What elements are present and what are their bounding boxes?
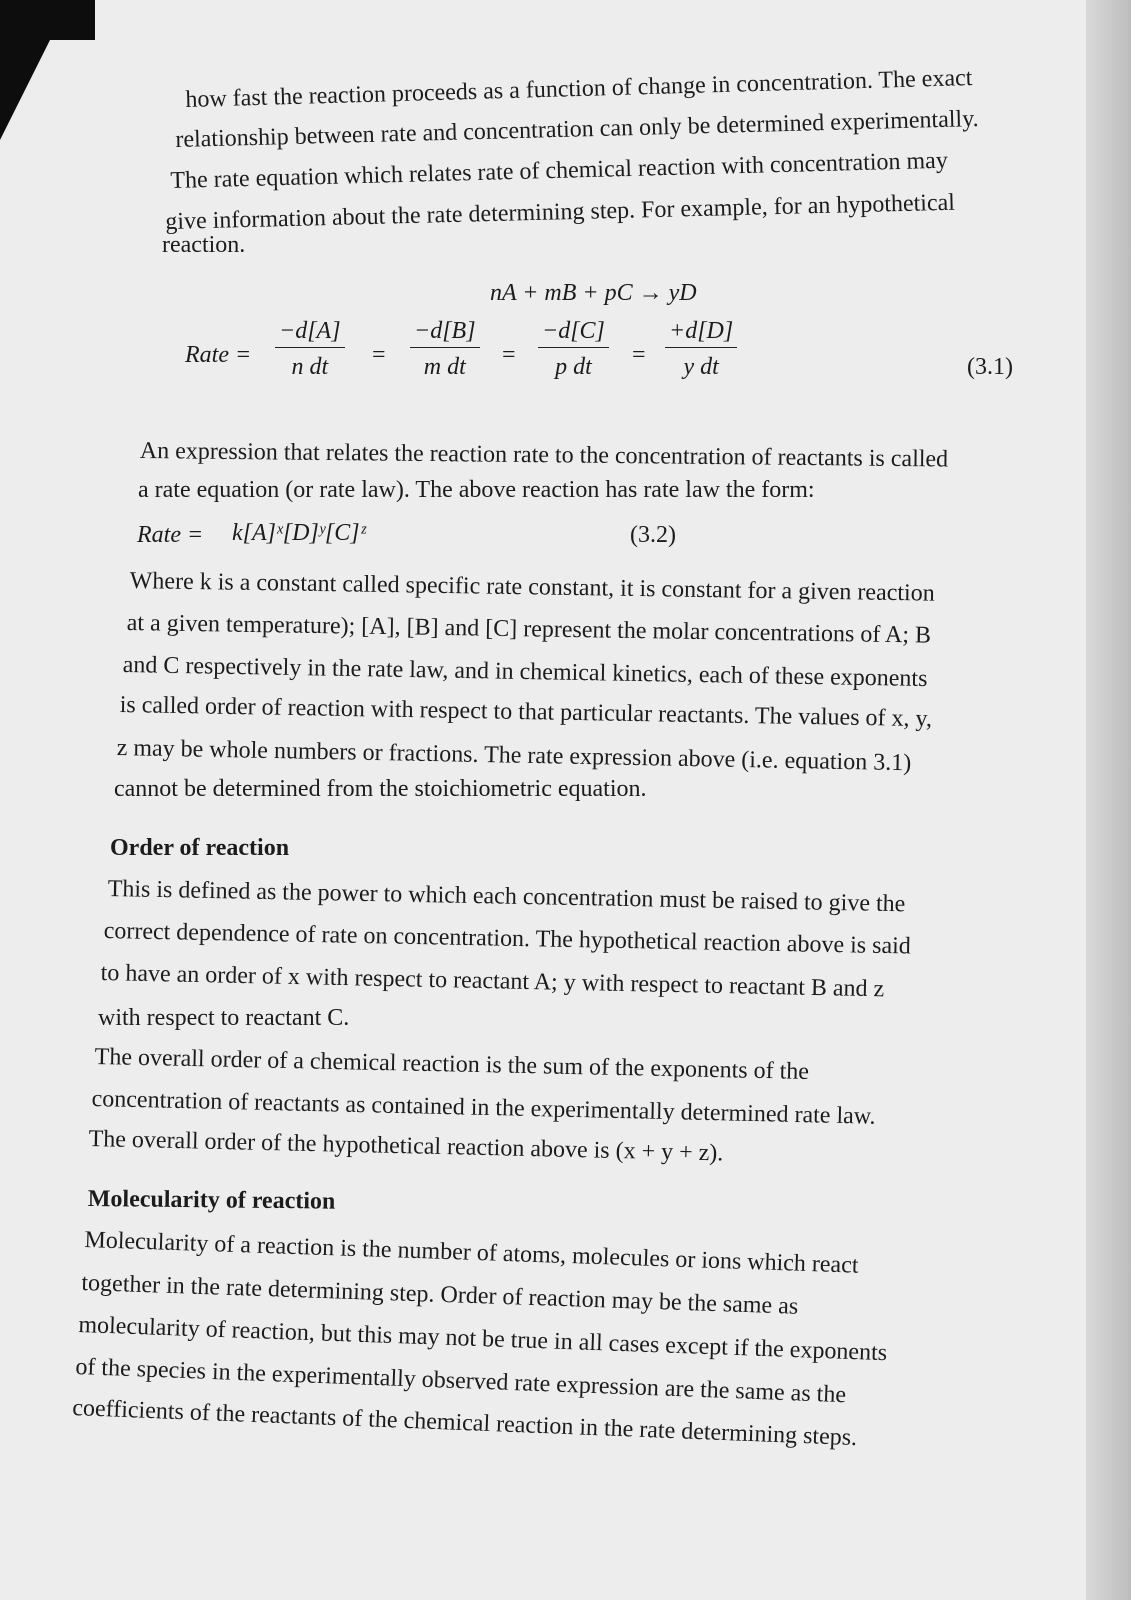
intro-line-5: reaction. [162, 232, 246, 258]
page-right-edge [1086, 0, 1131, 1600]
equation-number-3-1: (3.1) [967, 354, 1013, 380]
molecularity-line-5: coefficients of the reactants of the chemical reaction in the rate determining steps. [71, 1394, 858, 1452]
order-of-reaction-heading: Order of reaction [110, 835, 290, 861]
molecularity-heading: Molecularity of reaction [87, 1185, 336, 1215]
fraction-a [275, 318, 345, 381]
overall-order-line-1: The overall order of a chemical reaction is the sum of the exponents of the [94, 1043, 810, 1085]
reaction-equation: nA + mB + pC → yD [490, 280, 697, 306]
intro-line-2: relationship between rate and concentration can only be determined experimentally. [175, 105, 979, 153]
equals-sign-2: = [502, 342, 516, 368]
molecularity-line-4: of the species in the experimentally observed rate expression are the same as the [74, 1353, 847, 1409]
intro-line-3: The rate equation which relates rate of chemical reaction with concentration may [170, 147, 949, 194]
where-k-line-1: Where k is a constant called specific rate constant, it is constant for a given reaction [129, 567, 935, 607]
rate-law-line-1: An expression that relates the reaction rate to the concentration of reactants is called [139, 437, 949, 473]
molecularity-line-2: together in the rate determining step. Order of reaction may be the same as [81, 1269, 799, 1320]
overall-order-line-3: The overall order of the hypothetical reaction above is (x + y + z). [88, 1125, 724, 1167]
where-k-line-2: at a given temperature); [A], [B] and [C] represent the molar concentrations of A; B [126, 609, 932, 649]
fraction-c-denominator: p dt [555, 354, 592, 380]
molecularity-line-1: Molecularity of a reaction is the number of atoms, molecules or ions which react [84, 1226, 859, 1279]
rate-label: Rate = [185, 342, 252, 368]
fraction-c [538, 318, 609, 381]
fraction-a-numerator: −d[A] [275, 318, 345, 348]
fraction-b-denominator: m dt [423, 354, 466, 380]
rate-label-2: Rate = [137, 522, 204, 548]
fraction-a-denominator: n dt [291, 354, 329, 380]
equals-sign-3: = [632, 342, 646, 368]
equation-number-3-2: (3.2) [630, 522, 676, 548]
order-line-3: to have an order of x with respect to reactant A; y with respect to reactant B and z [100, 959, 885, 1003]
equals-sign-1: = [372, 342, 386, 368]
fraction-d [665, 318, 737, 381]
fraction-d-numerator: +d[D] [665, 318, 737, 348]
molecularity-line-3: molecularity of reaction, but this may not be true in all cases except if the exponents [78, 1311, 888, 1367]
overall-order-line-2: concentration of reactants as contained in the experimentally determined rate law. [91, 1085, 876, 1130]
fraction-b [410, 318, 480, 381]
order-line-1: This is defined as the power to which each concentration must be raised to give the [107, 875, 906, 918]
where-k-line-6: cannot be determined from the stoichiometric equation. [114, 776, 647, 802]
rate-law-expression: k[A]ˣ[D]ʸ[C]ᶻ [232, 520, 366, 546]
fraction-c-numerator: −d[C] [538, 318, 609, 348]
page-shadow-corner-top [0, 0, 95, 40]
intro-line-1: how fast the reaction proceeds as a function of change in concentration. The exact [185, 65, 973, 113]
fraction-b-numerator: −d[B] [410, 318, 480, 348]
rate-law-line-2: a rate equation (or rate law). The above reaction has rate law the form: [138, 477, 815, 503]
order-line-4: with respect to reactant C. [98, 1005, 350, 1031]
fraction-d-denominator: y dt [683, 354, 719, 380]
where-k-line-5: z may be whole numbers or fractions. The rate expression above (i.e. equation 3.1) [116, 734, 912, 777]
order-line-2: correct dependence of rate on concentration. The hypothetical reaction above is said [103, 917, 912, 960]
where-k-line-4: is called order of reaction with respect to that particular reactants. The values of x, y, [119, 691, 933, 733]
where-k-line-3: and C respectively in the rate law, and in chemical kinetics, each of these exponents [122, 651, 928, 693]
intro-line-4: give information about the rate determining step. For example, for an hypothetical [165, 189, 956, 235]
